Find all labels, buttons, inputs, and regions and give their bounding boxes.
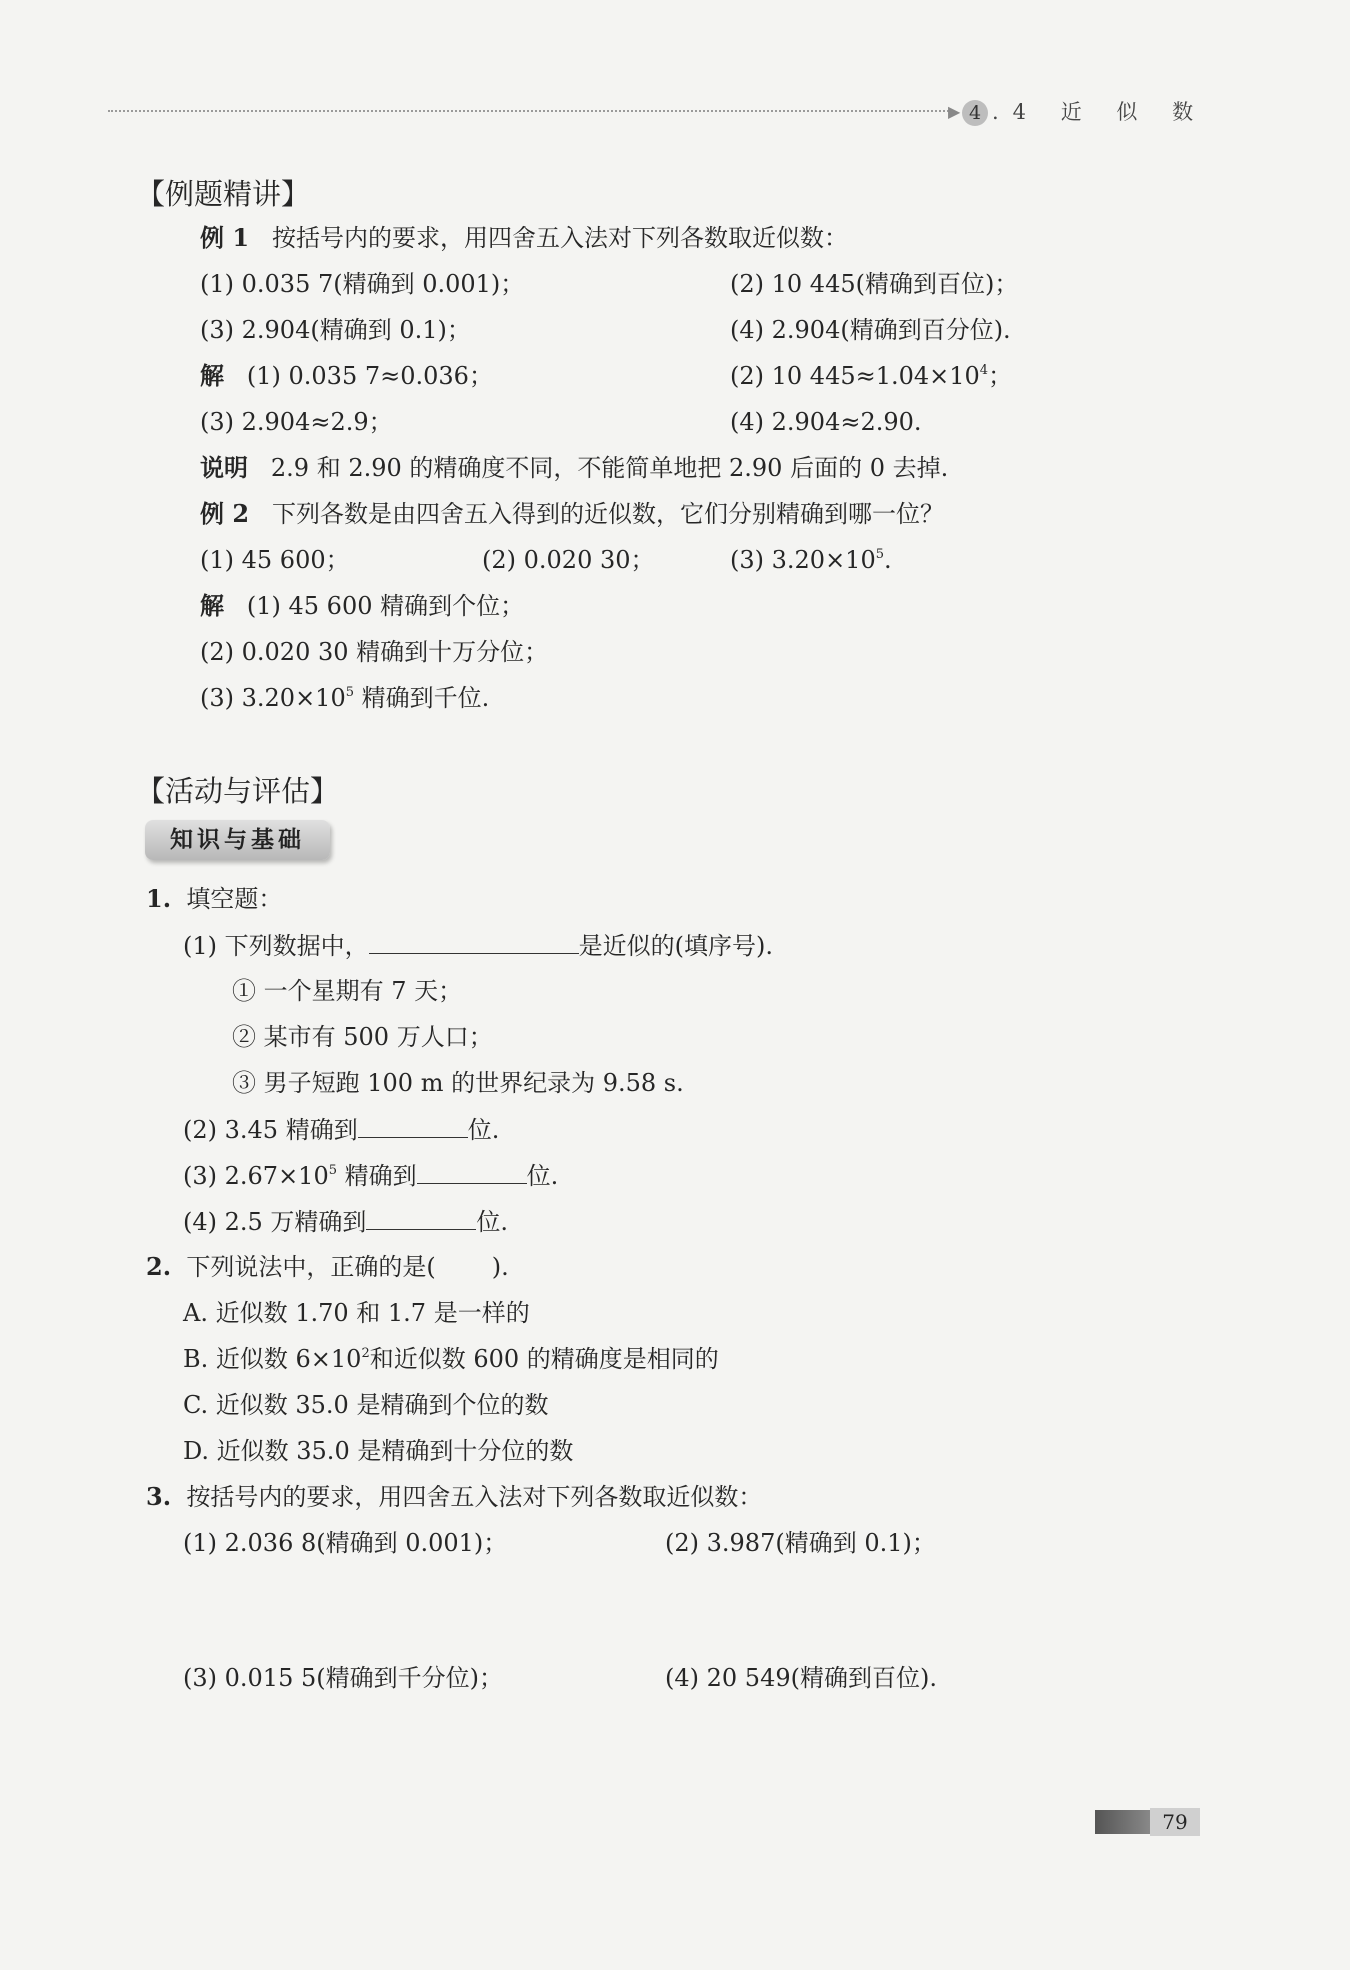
section-number: .4 [992,100,1041,124]
q2-option-b [183,1343,719,1375]
answer-text: (3) 3.20×10 [200,684,346,712]
answer-text: (2) 10 445≈1.04×10 [730,362,980,390]
answer-blank[interactable] [358,1113,468,1138]
example1-item-4: (4) 2.904(精确到百分位). [730,316,1011,344]
part-text: 位. [526,1162,559,1190]
page-number: 79 [1150,1808,1200,1836]
question-number: 3. [146,1482,172,1511]
exponent: 5 [875,547,884,562]
header-rule [108,110,953,112]
example2-label: 例 2 [200,499,250,528]
example1-question [200,222,848,254]
example1-item-1: (1) 0.035 7(精确到 0.001)； [200,270,525,298]
solution-label: 解 [200,591,224,620]
part-text: 是近似的(填序号). [578,932,773,960]
part-text: (4) 2.5 万精确到 [183,1208,367,1236]
example2-item-1: (1) 45 600； [200,546,350,574]
note-label: 说明 [200,453,248,482]
page-number-bar [1095,1810,1150,1834]
exponent: 5 [345,685,354,700]
answer-blank[interactable] [417,1159,527,1184]
q3-item-3: (3) 0.015 5(精确到千分位)； [183,1664,503,1692]
note-text: 2.9 和 2.90 的精确度不同，不能简单地把 2.90 后面的 0 去掉. [270,454,949,482]
example1-answer-1 [200,360,493,392]
question-text: ). [491,1253,509,1281]
example1-answer-4: (4) 2.904≈2.90. [730,408,922,436]
section-circle: 4 [962,100,988,126]
part-text: (1) 下列数据中， [183,932,369,960]
running-header [962,96,1207,126]
answer-blank[interactable] [366,1205,476,1230]
question-text: 下列说法中，正确的是( [186,1253,436,1281]
q1-option-3: ③ 男子短跑 100 m 的世界纪录为 9.58 s. [232,1069,684,1097]
question-number: 1. [146,884,172,913]
exponent: 4 [979,363,989,378]
example2-item-2: (2) 0.020 30； [482,546,655,574]
section-title: 近 似 数 [1060,100,1208,124]
example2-answer-3 [200,682,489,714]
example1-answer-2 [730,360,1012,392]
item-text: (3) 3.20×10 [730,546,876,574]
answer-text: (1) 0.035 7≈0.036； [246,362,493,390]
part-text: (2) 3.45 精确到 [183,1116,358,1144]
q2-title [146,1251,509,1283]
q2-option-a: A. 近似数 1.70 和 1.7 是一样的 [183,1299,530,1327]
example1-item-3: (3) 2.904(精确到 0.1)； [200,316,471,344]
answer-text: 精确到千位. [354,684,490,712]
part-text: 位. [476,1208,509,1236]
example1-note [200,452,948,484]
part-text: 精确到 [337,1162,417,1190]
q3-item-4: (4) 20 549(精确到百位). [665,1664,937,1692]
q1-part2 [183,1113,499,1146]
q1-part1 [183,929,773,962]
q3-title [146,1481,762,1513]
q2-option-c: C. 近似数 35.0 是精确到个位的数 [183,1391,549,1419]
q2-option-d: D. 近似数 35.0 是精确到十分位的数 [183,1437,574,1465]
header-arrow-icon: ▶ [948,102,961,121]
answer-blank[interactable] [369,929,579,954]
example2-question [200,498,944,530]
q1-option-2: ② 某市有 500 万人口； [232,1023,493,1051]
exponent: 5 [328,1163,337,1178]
example1-label: 例 1 [200,223,250,252]
part-text: (3) 2.67×10 [183,1162,329,1190]
q1-title [146,883,282,915]
q1-option-1: ① 一个星期有 7 天； [232,977,463,1005]
q1-part3 [183,1159,558,1192]
examples-heading: 【例题精讲】 [136,177,311,211]
item-punct: . [884,546,892,574]
question-text: 按括号内的要求，用四舍五入法对下列各数取近似数： [186,1483,763,1511]
question-text: 填空题： [186,885,283,913]
example1-answer-3: (3) 2.904≈2.9； [200,408,393,436]
example2-answer-2: (2) 0.020 30 精确到十万分位； [200,638,549,666]
example2-answer-1 [200,590,524,622]
example1-text: 按括号内的要求，用四舍五入法对下列各数取近似数： [271,224,848,252]
example2-item-3 [730,544,892,576]
q3-item-1: (1) 2.036 8(精确到 0.001)； [183,1529,508,1557]
solution-label: 解 [200,361,224,390]
activity-heading: 【活动与评估】 [136,774,340,808]
option-text: B. 近似数 6×10 [183,1345,362,1373]
example2-text: 下列各数是由四舍五入得到的近似数，它们分别精确到哪一位？ [271,500,944,528]
example1-item-2: (2) 10 445(精确到百位)； [730,270,1019,298]
exponent: 2 [361,1346,370,1361]
knowledge-badge: 知识与基础 [145,820,330,860]
part-text: 位. [467,1116,500,1144]
option-text: 和近似数 600 的精确度是相同的 [369,1345,719,1373]
q1-part4 [183,1205,508,1238]
q3-item-2: (2) 3.987(精确到 0.1)； [665,1529,936,1557]
question-number: 2. [146,1252,172,1281]
answer-text: (1) 45 600 精确到个位； [246,592,525,620]
answer-punct: ； [988,362,1013,390]
